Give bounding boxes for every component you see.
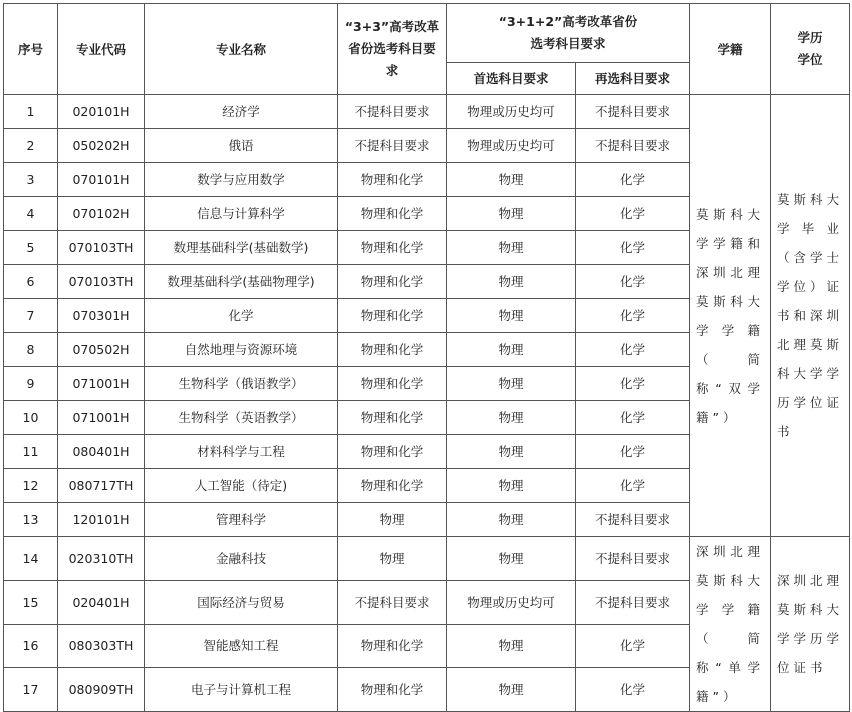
row-req33: 物理和化学 (338, 333, 447, 367)
row-req33: 物理和化学 (338, 401, 447, 435)
row-seq: 1 (4, 95, 58, 129)
row-seq: 9 (4, 367, 58, 401)
row-name: 国际经济与贸易 (145, 580, 338, 624)
row-name: 管理科学 (145, 503, 338, 537)
row-seq: 5 (4, 231, 58, 265)
row-second-choice: 不提科目要求 (576, 580, 690, 624)
header-seq: 序号 (4, 4, 58, 95)
header-code: 专业代码 (58, 4, 145, 95)
row-second-choice: 化学 (576, 401, 690, 435)
row-name: 人工智能（待定) (145, 469, 338, 503)
row-req33: 物理和化学 (338, 265, 447, 299)
row-name: 生物科学（俄语教学） (145, 367, 338, 401)
row-code: 020101H (58, 95, 145, 129)
row-name: 数学与应用数学 (145, 163, 338, 197)
row-first-choice: 物理 (447, 163, 576, 197)
row-name: 数理基础科学(基础数学) (145, 231, 338, 265)
row-req33: 物理和化学 (338, 469, 447, 503)
row-code: 080401H (58, 435, 145, 469)
header-req312-line1: “3+1+2”高考改革省份 (498, 14, 638, 29)
header-first-choice: 首选科目要求 (447, 63, 576, 95)
row-second-choice: 不提科目要求 (576, 95, 690, 129)
row-seq: 11 (4, 435, 58, 469)
row-first-choice: 物理 (447, 265, 576, 299)
row-first-choice: 物理 (447, 231, 576, 265)
header-name: 专业名称 (145, 4, 338, 95)
row-second-choice: 化学 (576, 265, 690, 299)
header-degree (771, 4, 850, 95)
row-req33: 物理和化学 (338, 668, 447, 712)
header-registration: 学籍 (690, 4, 771, 95)
row-first-choice: 物理 (447, 624, 576, 668)
row-seq: 2 (4, 129, 58, 163)
row-req33: 物理和化学 (338, 163, 447, 197)
row-first-choice: 物理 (447, 367, 576, 401)
row-code: 070103TH (58, 265, 145, 299)
row-second-choice: 化学 (576, 367, 690, 401)
header-second-choice: 再选科目要求 (576, 63, 690, 95)
row-second-choice: 化学 (576, 469, 690, 503)
row-req33: 物理和化学 (338, 435, 447, 469)
row-code: 080303TH (58, 624, 145, 668)
row-seq: 12 (4, 469, 58, 503)
row-second-choice: 化学 (576, 299, 690, 333)
degree-double-text: 莫斯科大学毕业（含学士学位）证书和深圳北理莫斯科大学学历学位证书 (777, 192, 844, 439)
row-seq: 15 (4, 580, 58, 624)
row-first-choice: 物理 (447, 503, 576, 537)
row-name: 智能感知工程 (145, 624, 338, 668)
row-code: 120101H (58, 503, 145, 537)
degree-single (771, 537, 850, 712)
row-code: 070101H (58, 163, 145, 197)
row-seq: 17 (4, 668, 58, 712)
major-table (3, 3, 850, 712)
header-req312 (447, 4, 690, 63)
registration-single-text: 深圳北理莫斯科大学学籍（简称“单学籍”） (696, 544, 765, 704)
row-second-choice: 化学 (576, 231, 690, 265)
degree-single-text: 深圳北理莫斯科大学学历学位证书 (777, 573, 844, 675)
degree-double (771, 95, 850, 537)
row-first-choice: 物理 (447, 435, 576, 469)
row-first-choice: 物理 (447, 401, 576, 435)
row-code: 070301H (58, 299, 145, 333)
row-second-choice: 不提科目要求 (576, 129, 690, 163)
row-code: 071001H (58, 401, 145, 435)
row-first-choice: 物理 (447, 537, 576, 581)
row-code: 020401H (58, 580, 145, 624)
row-seq: 14 (4, 537, 58, 581)
row-name: 金融科技 (145, 537, 338, 581)
row-code: 070502H (58, 333, 145, 367)
row-name: 信息与计算科学 (145, 197, 338, 231)
row-name: 俄语 (145, 129, 338, 163)
row-seq: 3 (4, 163, 58, 197)
row-code: 050202H (58, 129, 145, 163)
row-req33: 不提科目要求 (338, 95, 447, 129)
row-first-choice: 物理或历史均可 (447, 129, 576, 163)
row-first-choice: 物理 (447, 469, 576, 503)
row-seq: 4 (4, 197, 58, 231)
row-code: 020310TH (58, 537, 145, 581)
table-row (4, 537, 850, 581)
row-seq: 7 (4, 299, 58, 333)
row-code: 071001H (58, 367, 145, 401)
row-code: 070103TH (58, 231, 145, 265)
table-row (4, 95, 850, 129)
header-req312-line2: 选考科目要求 (530, 36, 606, 51)
header-req33 (338, 4, 447, 95)
row-name: 数理基础科学(基础物理学) (145, 265, 338, 299)
row-seq: 6 (4, 265, 58, 299)
row-second-choice: 化学 (576, 668, 690, 712)
row-code: 080909TH (58, 668, 145, 712)
row-code: 080717TH (58, 469, 145, 503)
header-req33-line3: 求 (385, 63, 399, 78)
row-first-choice: 物理 (447, 197, 576, 231)
row-second-choice: 化学 (576, 624, 690, 668)
row-second-choice: 化学 (576, 197, 690, 231)
registration-single (690, 537, 771, 712)
row-second-choice: 化学 (576, 435, 690, 469)
header-req33-line2: 省份选考科目要 (348, 41, 436, 56)
row-first-choice: 物理 (447, 668, 576, 712)
row-seq: 16 (4, 624, 58, 668)
row-req33: 物理和化学 (338, 231, 447, 265)
row-first-choice: 物理 (447, 333, 576, 367)
row-req33: 不提科目要求 (338, 580, 447, 624)
row-req33: 物理 (338, 503, 447, 537)
row-name: 材料科学与工程 (145, 435, 338, 469)
row-seq: 13 (4, 503, 58, 537)
row-req33: 物理和化学 (338, 299, 447, 333)
row-seq: 8 (4, 333, 58, 367)
row-second-choice: 化学 (576, 333, 690, 367)
row-first-choice: 物理或历史均可 (447, 95, 576, 129)
row-seq: 10 (4, 401, 58, 435)
row-second-choice: 不提科目要求 (576, 503, 690, 537)
row-name: 电子与计算机工程 (145, 668, 338, 712)
row-req33: 物理和化学 (338, 624, 447, 668)
registration-double-text: 莫斯科大学学籍和深圳北理莫斯科大学学籍（简称“双学籍”） (696, 206, 765, 425)
row-name: 经济学 (145, 95, 338, 129)
header-degree-line2: 学位 (797, 52, 823, 67)
row-second-choice: 化学 (576, 163, 690, 197)
row-second-choice: 不提科目要求 (576, 537, 690, 581)
header-req33-line1: “3+3”高考改革 (344, 19, 440, 34)
row-name: 化学 (145, 299, 338, 333)
row-name: 生物科学（英语教学） (145, 401, 338, 435)
row-name: 自然地理与资源环境 (145, 333, 338, 367)
row-first-choice: 物理 (447, 299, 576, 333)
header-degree-line1: 学历 (797, 30, 823, 45)
row-req33: 物理和化学 (338, 197, 447, 231)
row-first-choice: 物理或历史均可 (447, 580, 576, 624)
row-req33: 不提科目要求 (338, 129, 447, 163)
row-req33: 物理和化学 (338, 367, 447, 401)
row-code: 070102H (58, 197, 145, 231)
registration-double (690, 95, 771, 537)
row-req33: 物理 (338, 537, 447, 581)
